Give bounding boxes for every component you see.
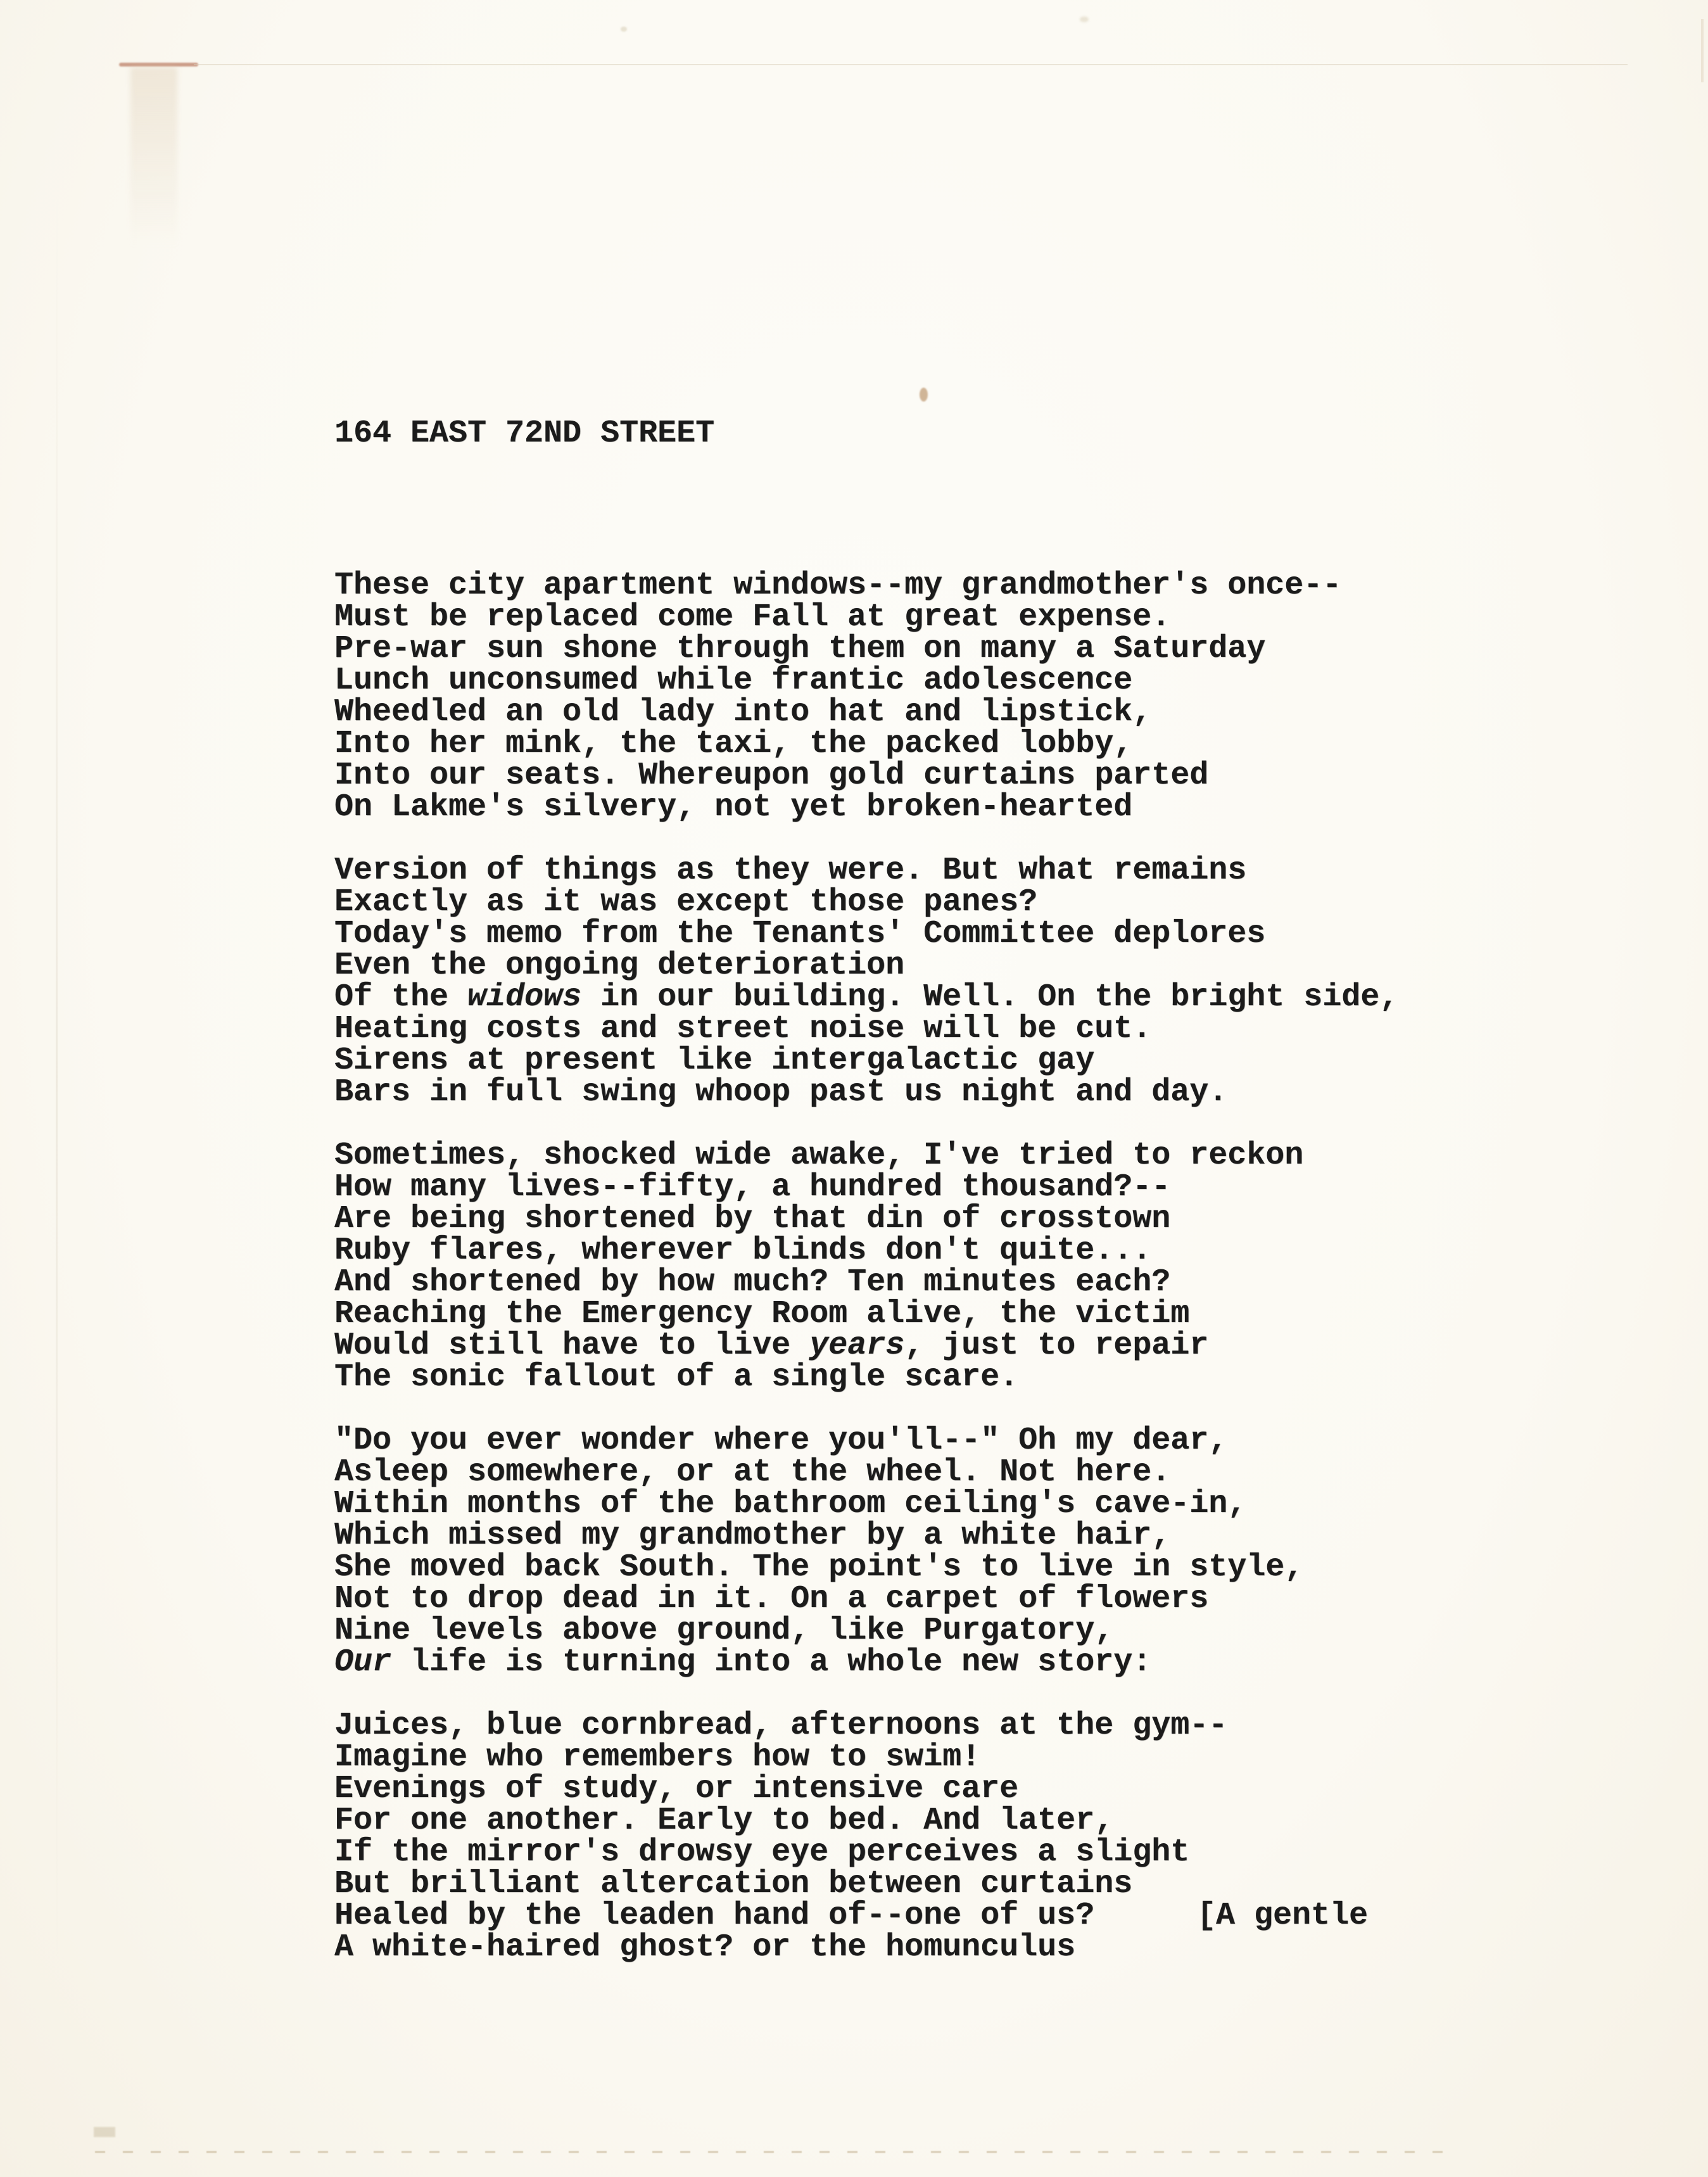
- scan-artifact-speck: [1080, 16, 1089, 22]
- catchword-note: [A gentle: [1197, 1898, 1369, 1934]
- poem-line: She moved back South. The point's to live in style,: [334, 1549, 1304, 1585]
- scan-artifact-top-edge-red-mark: [119, 63, 198, 67]
- poem-typescript: [334, 355, 1398, 2059]
- scan-artifact-bottom-left-mark: [94, 2127, 115, 2137]
- scan-artifact-vertical-streak: [130, 67, 177, 248]
- poem-line: For one another. Early to bed. And later,: [334, 1803, 1114, 1839]
- poem-line: Which missed my grandmother by a white hair,: [334, 1518, 1171, 1554]
- scan-artifact-speck: [621, 27, 627, 32]
- poem-line: Imagine who remembers how to swim!: [334, 1739, 981, 1775]
- italic-word: Our: [334, 1644, 392, 1680]
- poem-line: Sirens at present like intergalactic gay: [334, 1043, 1095, 1079]
- poem-line: Not to drop dead in it. On a carpet of flowers: [334, 1581, 1209, 1617]
- poem-line: "Do you ever wonder where you'll--" Oh my dear,: [334, 1423, 1228, 1459]
- stanza: [334, 855, 1398, 1108]
- stanza: [334, 1425, 1398, 1679]
- poem-line: If the mirror's drowsy eye perceives a slight: [334, 1834, 1190, 1870]
- poem-line: Must be replaced come Fall at great expense.: [334, 599, 1171, 635]
- poem-line: Evenings of study, or intensive care: [334, 1771, 1019, 1807]
- stanza: [334, 1140, 1398, 1393]
- poem-line: Into her mink, the taxi, the packed lobby,: [334, 726, 1133, 762]
- poem-line: The sonic fallout of a single scare.: [334, 1359, 1019, 1395]
- poem-line: Asleep somewhere, or at the wheel. Not here.: [334, 1454, 1171, 1490]
- poem-line: How many lives--fifty, a hundred thousand?--: [334, 1169, 1171, 1205]
- poem-line: Would still have to live years, just to repair: [334, 1328, 1209, 1364]
- poem-line: Our life is turning into a whole new story:: [334, 1644, 1152, 1680]
- poem-line: Into our seats. Whereupon gold curtains parted: [334, 758, 1209, 794]
- poem-line: Today's memo from the Tenants' Committee deplores: [334, 916, 1266, 952]
- scan-artifact-top-edge-line: [194, 64, 1628, 65]
- poem-line: Juices, blue cornbread, afternoons at the gym--: [334, 1708, 1228, 1744]
- poem-line: Ruby flares, wherever blinds don't quite...: [334, 1233, 1152, 1269]
- italic-word: widows: [467, 979, 582, 1015]
- scan-artifact-left-edge-shade: [56, 190, 58, 1964]
- poem-line: Are being shortened by that din of crosstown: [334, 1201, 1171, 1237]
- poem-line: Heating costs and street noise will be cut.: [334, 1011, 1152, 1047]
- poem-line: Reaching the Emergency Room alive, the victim: [334, 1296, 1190, 1332]
- poem-line: Pre-war sun shone through them on many a Saturday: [334, 631, 1266, 667]
- scan-artifact-right-edge-mark: [1701, 19, 1704, 82]
- poem-title: 164 EAST 72ND STREET: [334, 416, 715, 452]
- poem-line: Bars in full swing whoop past us night and day.: [334, 1074, 1228, 1110]
- poem-line: A white-haired ghost? or the homunculus: [334, 1929, 1076, 1965]
- poem-line: Version of things as they were. But what remains: [334, 853, 1247, 889]
- poem-line: On Lakme's silvery, not yet broken-hearted: [334, 789, 1133, 825]
- poem-line: Nine levels above ground, like Purgatory,: [334, 1613, 1114, 1649]
- scan-artifact-bottom-edge-line: [95, 2151, 1457, 2153]
- poem-line: Lunch unconsumed while frantic adolescence: [334, 663, 1133, 699]
- poem-line: These city apartment windows--my grandmother's once--: [334, 568, 1342, 604]
- poem-body: [334, 570, 1398, 1964]
- stanza: [334, 570, 1398, 823]
- poem-line: Exactly as it was except those panes?: [334, 884, 1038, 920]
- poem-line: Within months of the bathroom ceiling's cave-in,: [334, 1486, 1247, 1522]
- poem-line: Of the widows in our building. Well. On the bright side,: [334, 979, 1399, 1015]
- poem-line: Sometimes, shocked wide awake, I've tried to reckon: [334, 1138, 1304, 1174]
- poem-line: But brilliant altercation between curtains: [334, 1866, 1133, 1902]
- poem-line: Healed by the leaden hand of--one of us?: [334, 1898, 1095, 1934]
- poem-line: Wheedled an old lady into hat and lipstick,: [334, 694, 1152, 730]
- poem-line: Even the ongoing deterioration: [334, 948, 905, 984]
- poem-line: And shortened by how much? Ten minutes each?: [334, 1264, 1171, 1300]
- italic-word: years: [809, 1328, 905, 1364]
